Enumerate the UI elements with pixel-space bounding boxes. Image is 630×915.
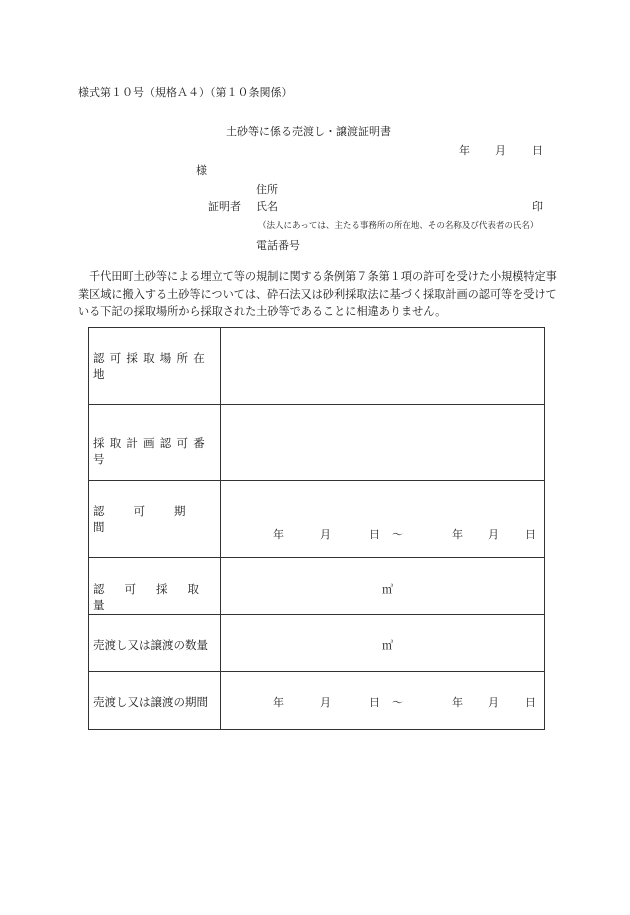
permit-number-field[interactable] — [221, 405, 545, 481]
start-month: 月 — [320, 696, 331, 709]
row-label-cell — [89, 481, 221, 558]
permit-period-field[interactable] — [221, 481, 545, 558]
row-label: 採取計画認可番号 — [93, 436, 210, 466]
table-row — [89, 481, 545, 558]
row-label-cell — [89, 558, 221, 615]
permitted-volume-field[interactable] — [221, 558, 545, 615]
row-label: 認可期間 — [93, 504, 215, 534]
start-year: 年 — [273, 528, 284, 541]
end-day: 日 — [525, 528, 536, 541]
table-row — [89, 405, 545, 481]
row-label: 売渡し又は譲渡の数量 — [93, 638, 208, 652]
address-label: 住所 — [256, 183, 278, 196]
certifier-label: 証明者 — [208, 200, 241, 213]
start-day: 日 — [369, 696, 380, 709]
tilde-separator: 〜 — [392, 696, 403, 709]
document-title: 土砂等に係る売渡し・譲渡証明書 — [226, 125, 391, 138]
row-label: 認可採取場所在地 — [93, 351, 210, 381]
row-label: 売渡し又は譲渡の期間 — [93, 695, 208, 709]
end-year: 年 — [452, 696, 463, 709]
row-label-cell — [89, 672, 221, 730]
cubic-meter-unit: ㎥ — [382, 639, 393, 652]
row-label: 認可採取量 — [93, 582, 219, 612]
start-day: 日 — [369, 528, 380, 541]
permit-location-field[interactable] — [221, 328, 545, 405]
table-row — [89, 328, 545, 405]
end-day: 日 — [525, 696, 536, 709]
seal-label: 印 — [532, 200, 543, 213]
date-year-label: 年 — [459, 144, 470, 157]
corporation-note: （法人にあっては、主たる事務所の所在地、その名称及び代表者の氏名） — [258, 221, 539, 231]
start-year: 年 — [273, 696, 284, 709]
sale-quantity-field[interactable] — [221, 615, 545, 672]
tilde-separator: 〜 — [392, 528, 403, 541]
date-day-label: 日 — [532, 144, 543, 157]
table-row — [89, 558, 545, 615]
phone-label: 電話番号 — [256, 239, 300, 252]
form-number: 様式第１０号（規格Ａ４）（第１０条関係） — [78, 86, 293, 99]
table-row — [89, 615, 545, 672]
end-month: 月 — [488, 528, 499, 541]
addressee-suffix: 様 — [196, 164, 207, 177]
row-label-cell — [89, 405, 221, 481]
end-year: 年 — [452, 528, 463, 541]
info-table — [88, 327, 545, 730]
end-month: 月 — [488, 696, 499, 709]
name-label: 氏名 — [256, 200, 278, 213]
date-month-label: 月 — [495, 144, 506, 157]
certification-statement: 千代田町土砂等による埋立て等の規制に関する条例第７条第１項の許可を受けた小規模特定事業区域に搬入する土砂等については、砕石法又は砂利採取法に基づく採取計画の認可等を受けている下記の採取場所から採取された土砂等であることに相違ありません。 — [78, 270, 557, 318]
row-label-cell — [89, 615, 221, 672]
start-month: 月 — [320, 528, 331, 541]
row-label-cell — [89, 328, 221, 405]
cubic-meter-unit: ㎥ — [382, 583, 393, 596]
table-row — [89, 672, 545, 730]
sale-period-field[interactable] — [221, 672, 545, 730]
